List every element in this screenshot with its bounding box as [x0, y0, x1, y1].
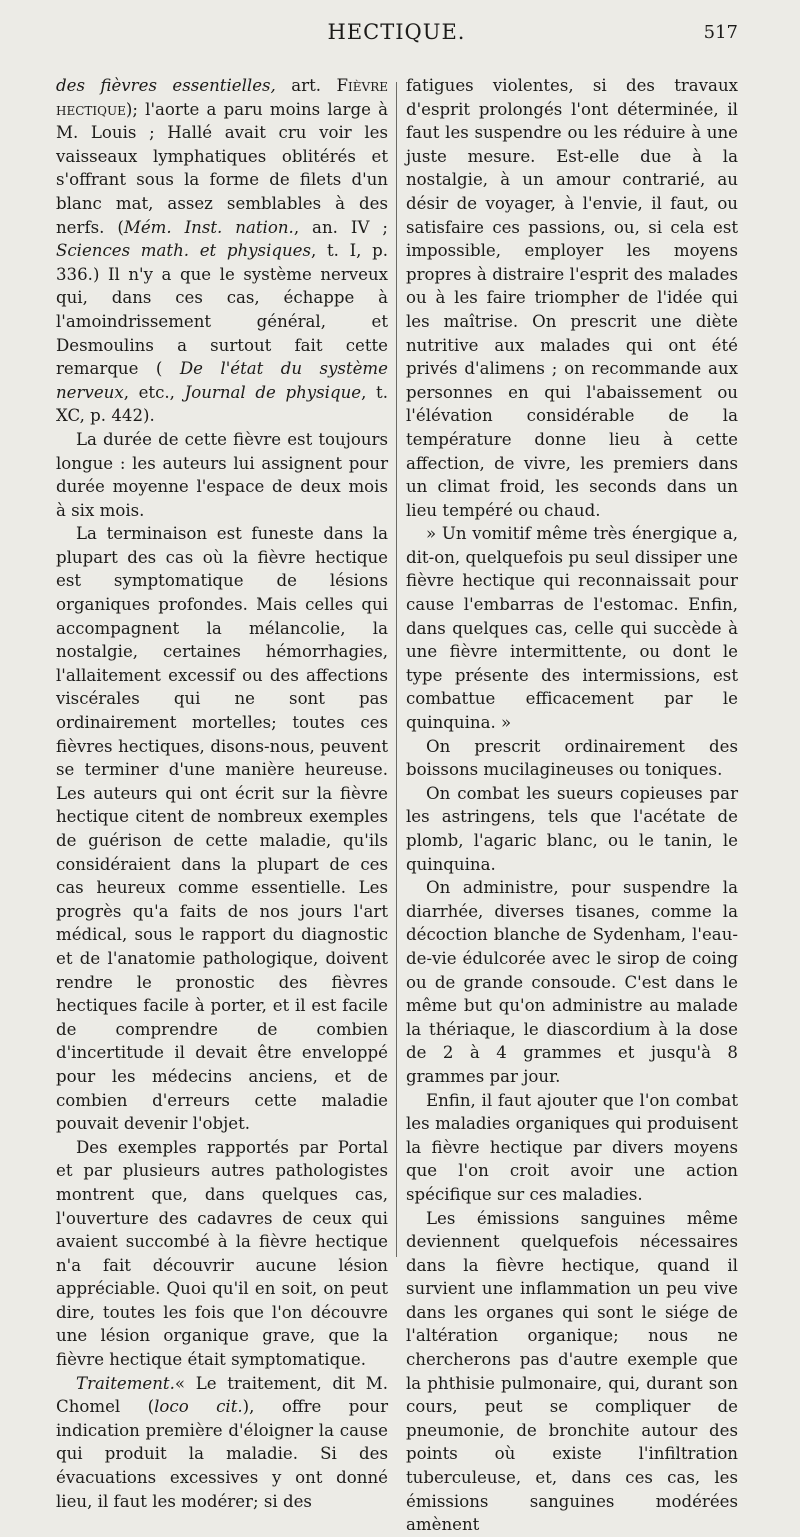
paragraph-vomitif: » Un vomitif même très énergique a, dit-on, quelquefois pu seul dissiper une fièvre hectique qui reconnaissait pour cause l'embarras de l'estomac. Enfin, dans quelques cas, celle qui succède à une fièvre intermittente, ou dont le type présente des intermissions, est combattue efficacement par le quinquina. » [406, 524, 738, 733]
paragraph-continuation: fatigues violentes, si des travaux d'esprit prolongés l'ont déterminée, il faut les suspendre ou les réduire à une juste mesure. Est-elle due à la nostalgie, à un amour contrarié, au désir de voyager, à l'envie, il faut, ou satisfaire ces passions, ou, si cela est impossible, employer les moyens propres à distraire l'esprit des malades ou à les faire triompher de l'idée qui les maîtrise. On prescrit une diète nutritive aux malades qui ont été privés d'alimens ; on recommande aux personnes en qui l'abaissement ou l'élévation considérable de la température donne lieu à cette affection, de vivre, les premiers dans un climat froid, les seconds dans un lieu tempéré ou chaud. [406, 76, 738, 520]
small-caps-reference: Fièvre hectique [56, 76, 388, 119]
section-heading: Traitement. [76, 1373, 175, 1393]
italic-reference: des fièvres essentielles, [56, 76, 276, 95]
paragraph-examples: Des exemples rapportés par Portal et par plusieurs autres pathologistes montrent que, dans quelques cas, l'ouverture des cadavres de ceux qui avaient succombé à la fièvre hectique n'a fait découvrir aucune lésion appréciable. Quoi qu'il en soit, on peut dire, toutes les fois que l'on découvre une lésion organique grave, que la fièvre hectique était symptomatique. [56, 1137, 388, 1370]
page-header [55, 20, 738, 50]
paragraph-termination: La terminaison est funeste dans la plupart des cas où la fièvre hectique est symptomatique de lésions organiques profondes. Mais celles qui accompagnent la mélancolie, la nostalgie, certaines hémorrhagies, l'allaitement excessif ou des affections viscérales qui ne sont pas ordinairement mortelles; toutes ces fièvres hectiques, disons-nous, peuvent se terminer d'une manière heureuse. Les auteurs qui ont écrit sur la fièvre hectique citent de nombreux exemples de guérison de cette maladie, qu'ils considéraient dans la plupart de ces cas heureux comme essentielle. Les progrès qu'a faits de nos jours l'art médical, sous le rapport du diagnostic et de l'anatomie pathologique, doivent rendre le pronostic des fièvres hectiques facile à porter, et il est facile de comprendre de combien d'incertitude il devait être enveloppé pour les médecins anciens, et de combien d'erreurs cette maladie pouvait devenir l'objet. [56, 524, 388, 1134]
column-divider [396, 82, 397, 1257]
running-title: HECTIQUE. [327, 20, 466, 44]
paragraph-maladies-organiques: Enfin, il faut ajouter que l'on combat les maladies organiques qui produisent la fièvre hectique par divers moyens que l'on croit avoir une action spécifique sur ces maladies. [406, 1090, 738, 1204]
paragraph-emissions-sanguines: Les émissions sanguines même deviennent quelquefois nécessaires dans la fièvre hectique, quand il survient une inflammation un peu vive dans les organes qui sont le siége de l'altération organique; nous ne chercherons pas d'autre exemple que la phthisie pulmonaire, qui, durant son cours, peut se compliquer de pneumonie, de bronchite autour des points où existe l'infiltration tuberculeuse, et, dans ces cas, les émissions sanguines modérées amènent [406, 1208, 738, 1535]
paragraph-sueurs: On combat les sueurs copieuses par les astringens, tels que l'acétate de plomb, l'agaric blanc, ou le tanin, le quinquina. [406, 783, 738, 874]
paragraph-boissons: On prescrit ordinairement des boissons mucilagineuses ou toniques. [406, 736, 738, 780]
paragraph-duration: La durée de cette fièvre est toujours longue : les auteurs lui assignent pour durée moyenne l'espace de deux mois à six mois. [56, 429, 388, 520]
right-column [406, 74, 738, 1537]
left-column [56, 74, 388, 1513]
paragraph-treatment: Traitement.« Le traitement, dit M. Chomel (loco cit.), offre pour indication première d'éloigner la cause qui produit la maladie. Si des évacuations excessives y ont donné lieu, il faut les modérer; si des [56, 1373, 388, 1511]
page-number: 517 [703, 22, 738, 43]
paragraph-diarrhee: On administre, pour suspendre la diarrhée, diverses tisanes, comme la décoction blanche de Sydenham, l'eau-de-vie édulcorée avec le sirop de coing ou de grande consoude. C'est dans le même but qu'on administre au malade la thériaque, le diascordium à la dose de 2 à 4 grammes et jusqu'à 8 grammes par jour. [406, 878, 738, 1086]
paragraph-continuation: des fièvres essentielles, art. Fièvre hectique); l'aorte a paru moins large à M. Louis ; Hallé avait cru voir les vaisseaux lymphatiques oblitérés et s'offrant sous la forme de filets d'un blanc mat, assez semblables à des nerfs. (Mém. Inst. nation., an. IV ; Sciences math. et physiques, t. I, p. 336.) Il n'y a que le système nerveux qui, dans ces cas, échappe à l'amoindrissement général, et Desmoulins a surtout fait cette remarque ( De l'état du système nerveux, etc., Journal de physique, t. XC, p. 442). [56, 76, 388, 426]
